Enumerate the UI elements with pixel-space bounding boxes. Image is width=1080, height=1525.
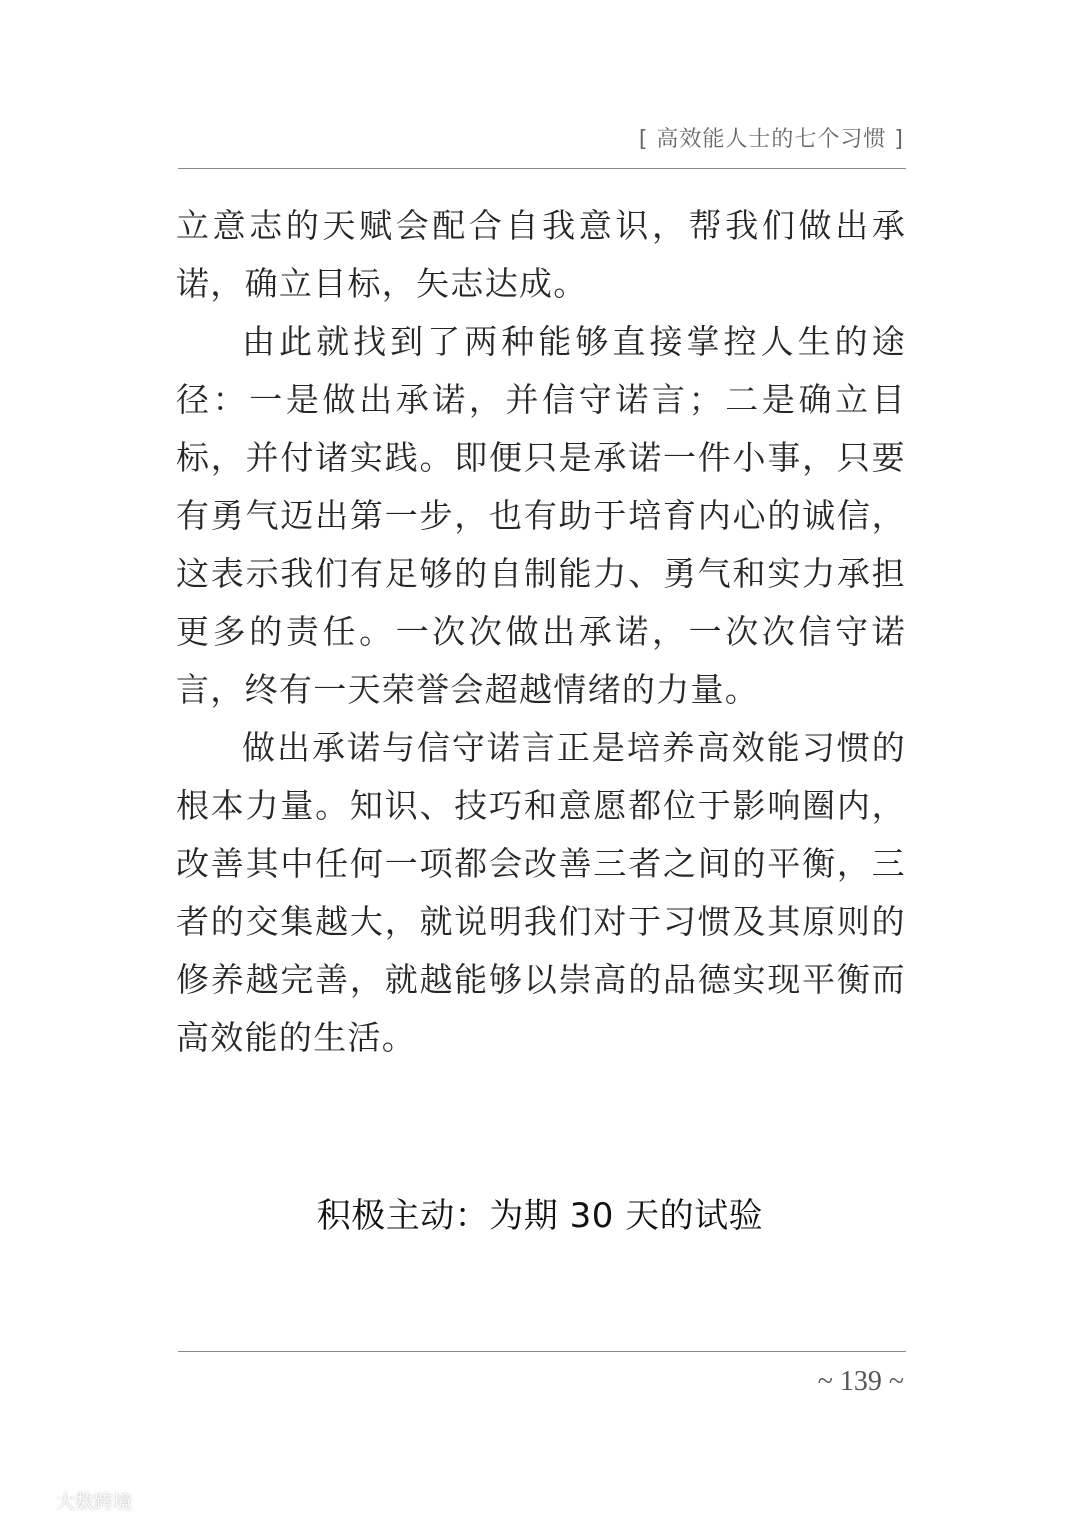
- watermark: [10, 1487, 132, 1514]
- page-number: ~ 139 ~: [817, 1366, 904, 1397]
- paragraph-continued: 立意志的天赋会配合自我意识，帮我们做出承诺，确立目标，矢志达成。: [176, 206, 906, 303]
- paragraph: 做出承诺与信守诺言正是培养高效能习惯的根本力量。知识、技巧和意愿都位于影响圈内，改善其中任何一项都会改善三者之间的平衡，三者的交集越大，就说明我们对于习惯及其原则的修养越完善，就越能够以崇高的品德实现平衡而高效能的生活。: [176, 728, 906, 1057]
- watermark-text: 大数跨境: [56, 1491, 133, 1513]
- header-rule: [178, 168, 906, 169]
- watermark-logo-icon: [10, 1490, 52, 1512]
- running-header: [ 高效能人士的七个习惯 ]: [638, 127, 904, 152]
- footer-rule: [178, 1351, 906, 1352]
- paragraph: 由此就找到了两种能够直接掌控人生的途径：一是做出承诺，并信守诺言；二是确立目标，并付诸实践。即便只是承诺一件小事，只要有勇气迈出第一步，也有助于培育内心的诚信，这表示我们有足够的自制能力、勇气和实力承担更多的责任。一次次做出承诺，一次次信守诺言，终有一天荣誉会超越情绪的力量。: [176, 322, 906, 709]
- body-text: [176, 197, 906, 1067]
- section-heading: 积极主动：为期 30 天的试验: [316, 1196, 764, 1236]
